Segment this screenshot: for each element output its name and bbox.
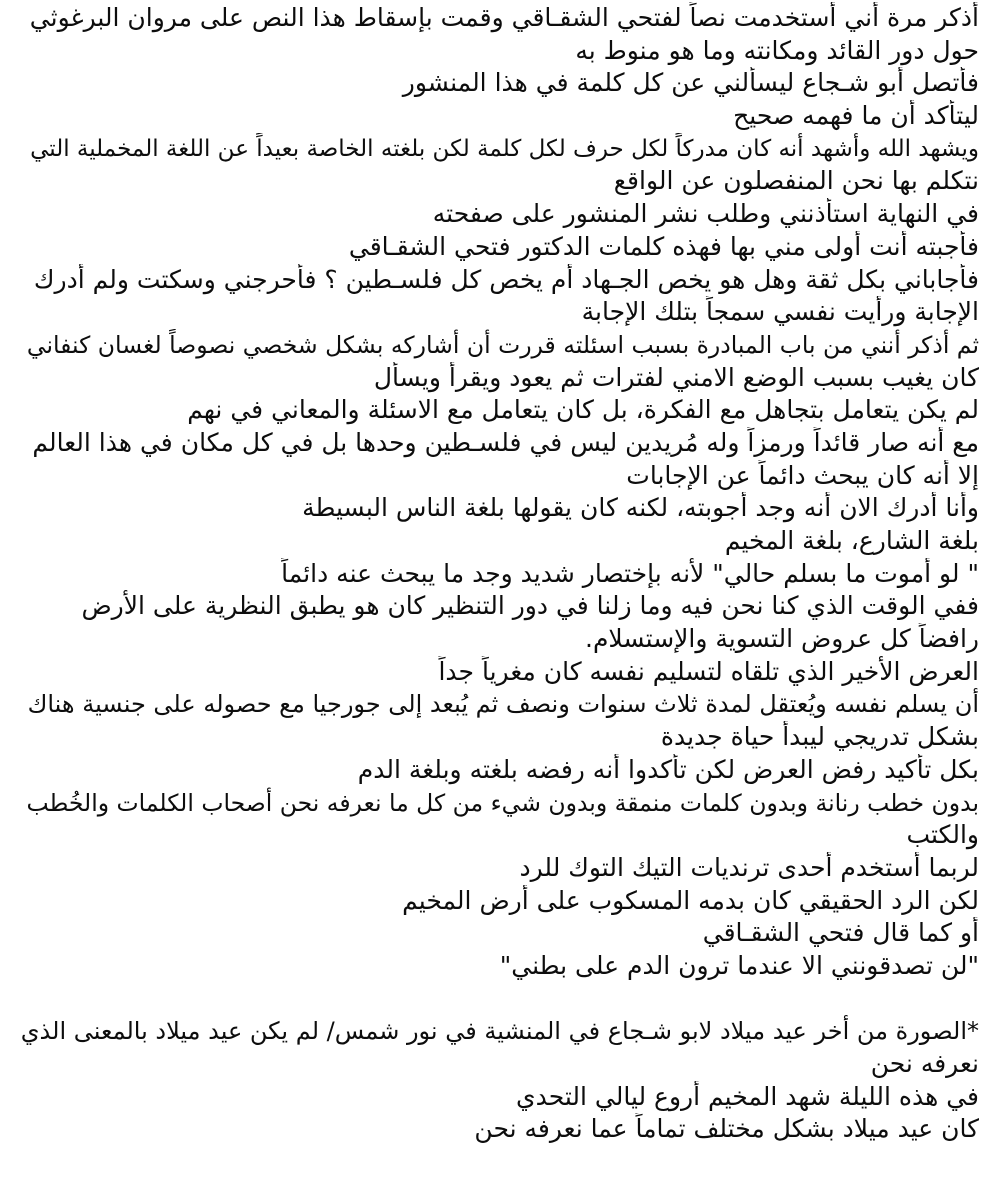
text-line: وأنا أدرك الان أنه وجد أجوبته، لكنه كان يقولها بلغة الناس البسيطة [302,493,979,523]
text-line: بلغة الشارع، بلغة المخيم [724,526,979,555]
text-line: بدون خطب رنانة وبدون كلمات منمقة وبدون شيء من كل ما نعرفه نحن أصحاب الكلمات والخُطب [26,788,979,817]
text-line: مع أنه صار قائداً ورمزاً وله مُريدين ليس في فلسـطين وحدها بل في كل مكان في هذا العالم [32,427,979,457]
text-line: ويشهد الله وأشهد أنه كان مدركاً لكل حرف لكل كلمة لكن بلغته الخاصة بعيداً عن اللغة المخملية التي [30,135,979,162]
footnote-line: في هذه الليلة شهد المخيم أروع ليالي التحدي [516,1081,979,1111]
footnote-line: كان عيد ميلاد بشكل مختلف تماماً عما نعرفه نحن [474,1114,979,1144]
text-line: بكل تأكيد رفض العرض لكن تأكدوا أنه رفضه بلغته وبلغة الدم [357,754,979,784]
text-line: فأجاباني بكل ثقة وهل هو يخص الجـهاد أم يخص كل فلسـطين ؟ فأحرجني وسكتت ولم أدرك [33,264,979,294]
text-line: نتكلم بها نحن المنفصلون عن الواقع [613,166,979,196]
text-line: ثم أذكر أنني من باب المبادرة بسبب اسئلته قررت أن أشاركه بشكل شخصي نصوصاً لغسان كنفاني [26,330,979,359]
footnote-line: نعرفه نحن [870,1049,979,1078]
text-line: والكتب [906,820,979,850]
footnote-line: *الصورة من أخر عيد ميلاد لابو شـجاع في المنشية في نور شمس/ لم يكن عيد ميلاد بالمعنى الذي [20,1017,979,1046]
text-line: لكن الرد الحقيقي كان بدمه المسكوب على أرض المخيم [402,885,979,915]
text-line: أو كما قال فتحي الشقـاقي [702,918,979,948]
text-line: حول دور القائد ومكانته وما هو منوط به [575,35,979,65]
quote-line: " لو أموت ما بسلم حالي" لأنه بإختصار شديد وجد ما يبحث عنه دائماً [281,558,979,588]
text-line: إلا أنه كان يبحث دائماً عن الإجابات [626,460,979,490]
text-line: بشكل تدريجي ليبدأ حياة جديدة [660,722,979,752]
text-line: الإجابة ورأيت نفسي سمجاً بتلك الإجابة [581,297,979,327]
text-line: ففي الوقت الذي كنا نحن فيه وما زلنا في دور التنظير كان هو يطبق النظرية على الأرض [81,591,979,621]
text-line: أذكر مرة أني أستخدمت نصاً لفتحي الشقـاقي وقمت بإسقاط هذا النص على مروان البرغوثي [29,3,979,32]
blank-line [14,983,979,1016]
quote-line: "لن تصدقونني الا عندما ترون الدم على بطني" [499,950,979,980]
text-line: أن يسلم نفسه ويُعتقل لمدة ثلاث سنوات ونصف ثم يُبعد إلى جورجيا مع حصوله على جنسية هناك [27,690,979,719]
text-line: كان يغيب بسبب الوضع الامني لفترات ثم يعود ويقرأ ويسأل [373,362,979,392]
text-line: لم يكن يتعامل بتجاهل مع الفكرة، بل كان يتعامل مع الاسئلة والمعاني في نهم [187,395,979,425]
text-line: لربما أستخدم أحدى ترنديات التيك التوك للرد [519,852,979,882]
text-line: فأجبته أنت أولى مني بها فهذه كلمات الدكتور فتحي الشقـاقي [348,231,979,261]
text-line: ليتأكد أن ما فهمه صحيح [733,101,979,131]
text-line: فأتصل أبو شـجاع ليسألني عن كل كلمة في هذا المنشور [402,68,979,98]
text-line: العرض الأخير الذي تلقاه لتسليم نفسه كان مغرياً جداً [438,656,979,686]
text-line: رافضاً كل عروض التسوية والإستسلام. [585,624,979,654]
text-line: في النهاية استأذنني وطلب نشر المنشور على صفحته [432,199,979,229]
